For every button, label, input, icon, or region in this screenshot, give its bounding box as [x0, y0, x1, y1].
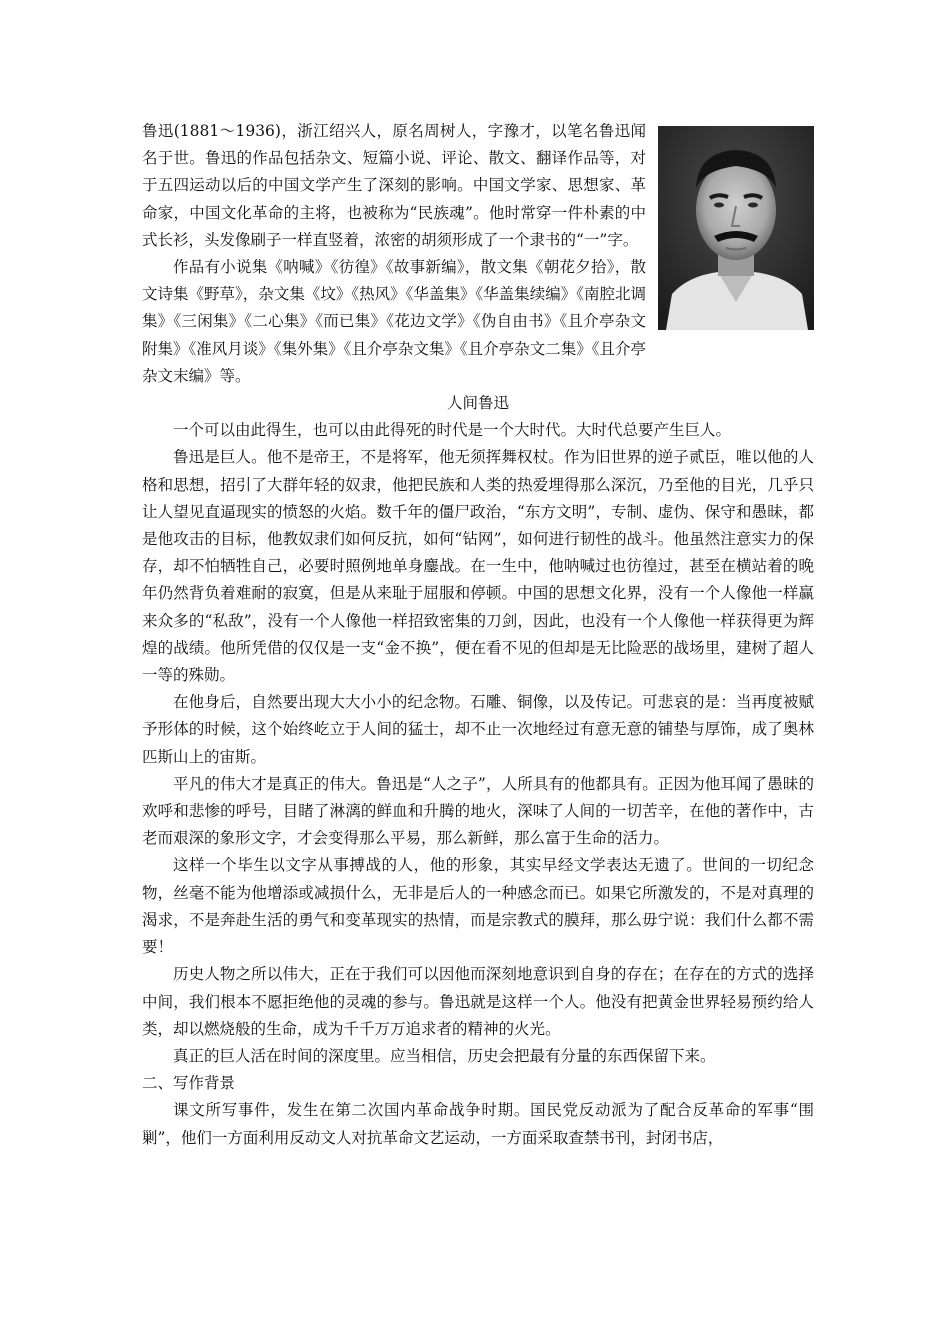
portrait-image: [658, 126, 814, 330]
essay-paragraph: 真正的巨人活在时间的深度里。应当相信，历史会把最有分量的东西保留下来。: [173, 1046, 716, 1065]
intro-paragraph-2: 作品有小说集《呐喊》《彷徨》《故事新编》，散文集《朝花夕拾》，散文诗集《野草》，杂文集《坟》《热风》《华盖集》《华盖集续编》《南腔北调集》《三闲集》《二心集》《而已集》《花边文学》《伪自由书》《且介亭杂文附集》《准风月谈》《集外集》《且介亭杂文集》《且介亭杂文二集》《且介亭杂文末编》等。: [142, 258, 646, 385]
essay-paragraph: 鲁迅是巨人。他不是帝王，不是将军，他无须挥舞权杖。作为旧世界的逆子贰臣，唯以他的人格和思想，招引了大群年轻的奴隶，他把民族和人类的热爱埋得那么深沉，乃至他的目光，几乎只让人望见直逼现实的愤怒的火焰。数千年的僵尸政治，“东方文明”，专制、虚伪、保守和愚昧，都是他攻击的目标，他教奴隶们如何反抗，如何“钻网”，如何进行韧性的战斗。他虽然注意实力的保存，却不怕牺牲自己，必要时照例地单身鏖战。在一生中，他呐喊过也彷徨过，甚至在横站着的晚年仍然背负着难耐的寂寞，但是从来耻于屈服和停顿。中国的思想文化界，没有一个人像他一样赢来众多的“私敌”，没有一个人像他一样招致密集的刀剑，因此，也没有一个人像他一样获得更为辉煌的战绩。他所凭借的仅仅是一支“金不换”，便在看不见的但却是无比险恶的战场里，建树了超人一等的殊勋。: [142, 448, 814, 685]
section-heading: 二、写作背景: [142, 1074, 236, 1093]
essay-paragraph: 这样一个毕生以文字从事搏战的人，他的形象，其实早经文学表达无遗了。世间的一切纪念物，丝毫不能为他增添或减损什么，无非是后人的一种感念而已。如果它所激发的，不是对真理的渴求，不是奔赴生活的勇气和变革现实的热情，而是宗教式的膜拜，那么毋宁说：我们什么都不需要！: [142, 856, 814, 957]
essay-paragraph: 平凡的伟大才是真正的伟大。鲁迅是“人之子”，人所具有的他都具有。正因为他耳闻了愚昧的欢呼和悲惨的呼号，目睹了淋漓的鲜血和升腾的地火，深味了人间的一切苦辛，在他的著作中，古老而艰深的象形文字，才会变得那么平易，那么新鲜，那么富于生命的活力。: [142, 774, 814, 848]
intro-paragraph-1: 鲁迅(1881～1936)，浙江绍兴人，原名周树人，字豫才，以笔名鲁迅闻名于世。鲁迅的作品包括杂文、短篇小说、评论、散文、翻译作品等，对于五四运动以后的中国文学产生了深刻的影响。中国文学家、思想家、革命家，中国文化革命的主将，也被称为“民族魂”。他时常穿一件朴素的中式长衫，头发像刷子一样直竖着，浓密的胡须形成了一个隶书的“一”字。: [142, 122, 646, 249]
essay-paragraph: 一个可以由此得生，也可以由此得死的时代是一个大时代。大时代总要产生巨人。: [173, 421, 732, 440]
portrait-photo: [658, 126, 814, 330]
section-paragraph: 课文所写事件，发生在第二次国内革命战争时期。国民党反动派为了配合反革命的军事“围剿”，他们一方面利用反动文人对抗革命文艺运动，一方面采取查禁书刊，封闭书店，: [142, 1101, 814, 1147]
essay-title: 人间鲁迅: [446, 394, 509, 413]
document-page: [142, 118, 814, 1152]
essay-paragraph: 在他身后，自然要出现大大小小的纪念物。石雕、铜像，以及传记。可悲哀的是：当再度被赋予形体的时候，这个始终屹立于人间的猛士，却不止一次地经过有意无意的铺垫与厚饰，成了奥林匹斯山上的宙斯。: [142, 693, 814, 766]
essay-paragraph: 历史人物之所以伟大，正在于我们可以因他而深刻地意识到自身的存在；在存在的方式的选择中间，我们根本不愿拒绝他的灵魂的参与。鲁迅就是这样一个人。他没有把黄金世界轻易预约给人类，却以燃烧般的生命，成为千千万万追求者的精神的火光。: [142, 965, 814, 1038]
